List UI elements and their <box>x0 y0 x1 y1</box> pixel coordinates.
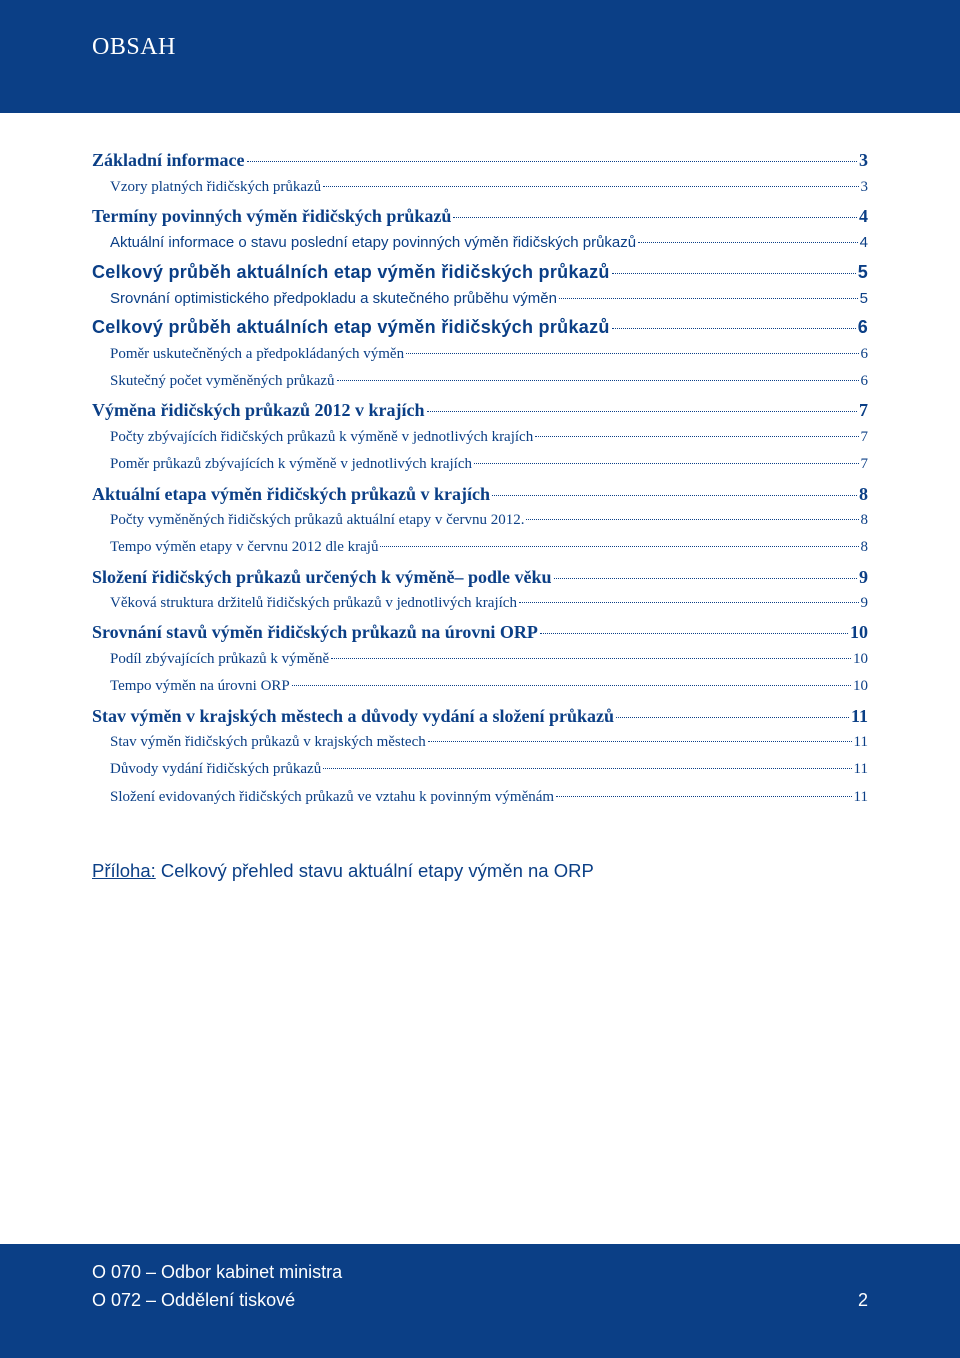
toc-entry-title: Aktuální etapa výměn řidičských průkazů v krajích <box>92 483 491 504</box>
toc-entry-title: Srovnání stavů výměn řidičských průkazů na úrovni ORP <box>92 622 538 643</box>
toc-subsection-link[interactable] <box>92 373 868 400</box>
toc-subsection-link[interactable] <box>92 346 868 373</box>
toc-entry-page: 3 <box>860 178 868 195</box>
toc-section-link[interactable] <box>92 706 868 735</box>
toc-entry-title: Srovnání optimistického předpokladu a skutečného průběhu výměn <box>110 290 557 308</box>
toc-section-link[interactable] <box>92 400 868 429</box>
toc-subsection-link[interactable] <box>92 678 868 705</box>
page-title: OBSAH <box>92 34 176 60</box>
header-bar <box>0 0 960 113</box>
toc-entry-title: Stav výměn řidičských průkazů v krajských městech <box>110 734 426 751</box>
toc-entry-title: Tempo výměn na úrovni ORP <box>110 678 290 695</box>
toc-subsection-link[interactable] <box>92 456 868 483</box>
footer-department-line-2: O 072 – Oddělení tiskové <box>92 1290 296 1310</box>
toc-leader-dots <box>556 796 851 797</box>
toc-leader-dots <box>535 436 858 437</box>
footer-department-line-1: O 070 – Odbor kabinet ministra <box>92 1262 343 1282</box>
toc-entry-title: Aktuální informace o stavu poslední etapy povinných výměn řidičských průkazů <box>110 234 637 252</box>
toc-entry-page: 6 <box>860 345 868 362</box>
toc-leader-dots <box>247 161 857 162</box>
toc-entry-page: 4 <box>859 234 868 252</box>
toc-leader-dots <box>292 685 851 686</box>
toc-entry-title: Termíny povinných výměn řidičských průkazů <box>92 205 452 226</box>
toc-leader-dots <box>331 658 851 659</box>
toc-section-link[interactable] <box>92 317 868 346</box>
toc-entry-page: 8 <box>860 539 868 556</box>
toc-leader-dots <box>474 463 859 464</box>
toc-entry-title: Skutečný počet vyměněných průkazů <box>110 373 335 390</box>
toc-entry-page: 11 <box>850 705 868 726</box>
toc-entry-page: 11 <box>853 761 868 778</box>
toc-entry-page: 6 <box>860 373 868 390</box>
toc-leader-dots <box>406 353 858 354</box>
toc-leader-dots <box>526 519 858 520</box>
appendix-line <box>92 860 594 882</box>
toc-leader-dots <box>612 328 856 329</box>
toc-entry-page: 7 <box>860 428 868 445</box>
toc-entry-title: Důvody vydání řidičských průkazů <box>110 761 322 778</box>
toc-leader-dots <box>428 741 852 742</box>
toc-leader-dots <box>554 578 857 579</box>
toc-leader-dots <box>559 298 858 299</box>
toc-entry-title: Celkový průběh aktuálních etap výměn řidičských průkazů <box>92 317 610 338</box>
toc-leader-dots <box>540 633 848 634</box>
toc-entry-title: Tempo výměn etapy v červnu 2012 dle krajů <box>110 539 379 556</box>
toc-entry-page: 10 <box>853 678 868 695</box>
toc-entry-title: Stav výměn v krajských městech a důvody vydání a složení průkazů <box>92 705 615 726</box>
toc-section-link[interactable] <box>92 567 868 596</box>
toc-entry-page: 11 <box>853 788 868 805</box>
toc-entry-page: 5 <box>857 261 868 282</box>
toc-entry-title: Výměna řidičských průkazů 2012 v krajích <box>92 400 425 421</box>
toc-subsection-link[interactable] <box>92 512 868 539</box>
toc-subsection-link[interactable] <box>92 290 868 317</box>
toc-leader-dots <box>612 273 856 274</box>
toc-section-link[interactable] <box>92 150 868 179</box>
toc-leader-dots <box>427 411 857 412</box>
toc-leader-dots <box>638 242 858 243</box>
toc-entry-page: 6 <box>857 317 868 338</box>
appendix-label: Příloha: <box>92 860 156 881</box>
page-number: 2 <box>857 1290 868 1310</box>
toc-section-link[interactable] <box>92 262 868 291</box>
toc-subsection-link[interactable] <box>92 179 868 206</box>
toc-leader-dots <box>323 768 851 769</box>
toc-entry-title: Základní informace <box>92 150 245 170</box>
toc-leader-dots <box>337 380 859 381</box>
toc-entry-page: 7 <box>859 400 868 421</box>
toc-entry-title: Poměr uskutečněných a předpokládaných výměn <box>110 345 405 362</box>
toc-entry-title: Vzory platných řidičských průkazů <box>110 178 322 195</box>
toc-leader-dots <box>616 717 849 718</box>
toc-leader-dots <box>380 546 858 547</box>
toc-subsection-link[interactable] <box>92 761 868 788</box>
toc-entry-title: Počty zbývajících řidičských průkazů k výměně v jednotlivých krajích <box>110 428 534 445</box>
toc-subsection-link[interactable] <box>92 734 868 761</box>
toc-entry-page: 9 <box>859 566 868 587</box>
toc-entry-page: 5 <box>859 290 868 308</box>
toc-entry-page: 4 <box>859 205 868 226</box>
toc-section-link[interactable] <box>92 484 868 513</box>
toc-leader-dots <box>519 602 859 603</box>
toc-leader-dots <box>323 186 858 187</box>
toc-entry-page: 10 <box>850 622 868 643</box>
toc-subsection-link[interactable] <box>92 234 868 261</box>
toc-section-link[interactable] <box>92 622 868 651</box>
toc-entry-page: 9 <box>860 595 868 612</box>
toc-subsection-link[interactable] <box>92 595 868 622</box>
toc-section-link[interactable] <box>92 206 868 235</box>
toc-leader-dots <box>453 217 857 218</box>
toc-entry-page: 10 <box>853 650 868 667</box>
toc-subsection-link[interactable] <box>92 651 868 678</box>
appendix-text: Celkový přehled stavu aktuální etapy výměn na ORP <box>160 860 594 881</box>
table-of-contents <box>92 150 868 816</box>
toc-subsection-link[interactable] <box>92 539 868 566</box>
footer-bar <box>0 1244 960 1358</box>
toc-entry-title: Složení řidičských průkazů určených k výměně– podle věku <box>92 566 552 587</box>
toc-entry-page: 11 <box>853 734 868 751</box>
toc-entry-title: Složení evidovaných řidičských průkazů ve vztahu k povinným výměnám <box>110 788 555 805</box>
toc-entry-page: 7 <box>860 456 868 473</box>
toc-entry-title: Poměr průkazů zbývajících k výměně v jednotlivých krajích <box>110 456 472 473</box>
toc-subsection-link[interactable] <box>92 789 868 816</box>
toc-entry-title: Věková struktura držitelů řidičských průkazů v jednotlivých krajích <box>110 595 517 612</box>
toc-entry-title: Celkový průběh aktuálních etap výměn řidičských průkazů <box>92 261 610 282</box>
toc-entry-page: 8 <box>859 483 868 504</box>
toc-entry-title: Podíl zbývajících průkazů k výměně <box>110 650 330 667</box>
toc-entry-title: Počty vyměněných řidičských průkazů aktuální etapy v červnu 2012. <box>110 512 525 529</box>
toc-entry-page: 3 <box>859 150 868 170</box>
toc-subsection-link[interactable] <box>92 429 868 456</box>
toc-entry-page: 8 <box>860 512 868 529</box>
toc-leader-dots <box>492 495 857 496</box>
